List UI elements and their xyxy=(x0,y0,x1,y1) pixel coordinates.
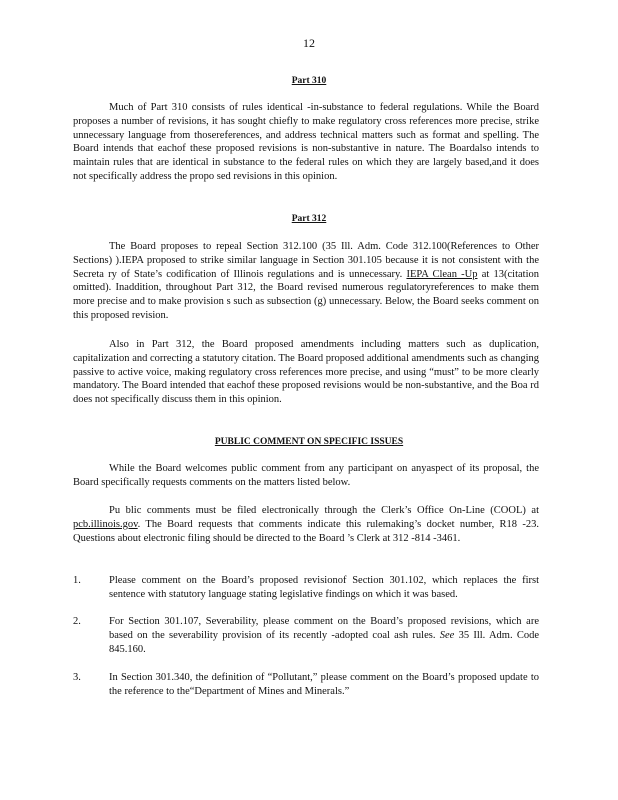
paragraph-text: . The Board requests that comments indicate this rulemaking’s docket number, R18 -23. Questions about electronic filing should be directed to the Board ’s Clerk at 312 -814 -3461. xyxy=(73,518,539,544)
paragraph-part-312-repeal xyxy=(73,240,539,323)
paragraph-part-312-amendments: Also in Part 312, the Board proposed amendments including matters such as duplication, capitalization and correcting a statutory citation. The Board proposed additional amendments such as changing passive to active voice, making regulatory cross references more precise, and using “must” to be more clearly mandatory. The Board intended that eachof these proposed revisions would be non-substantive, and the Boa rd does not specifically discuss them in this opinion. xyxy=(73,339,539,406)
list-item-number: 3. xyxy=(73,672,81,683)
paragraph-text: Pu blic comments must be filed electronically through the Clerk’s Office On-Line (COOL) at xyxy=(109,505,539,516)
paragraph-public-comment-intro: While the Board welcomes public comment from any participant on anyaspect of its proposal, the Board specifically requests comments on the matters listed below. xyxy=(73,463,539,488)
citation-iepa-clean-up: IEPA Clean -Up xyxy=(406,268,478,280)
paragraph-filing-instructions xyxy=(73,504,539,545)
list-item-text: Please comment on the Board’s proposed revisionof Section 301.102, which replaces the first sentence with statutory language stating legislative findings on which it was based. xyxy=(109,575,539,600)
heading-part-312: Part 312 xyxy=(291,214,327,224)
list-item-text xyxy=(109,615,539,656)
paragraph-text: The Board proposes to repeal Section 312.100 (35 Ill. Adm. Code 312.100(References to Other Sections) ).IEPA proposed to strike similar language in Section 301.105 because it is not consistent with the Secreta ry of State’s codification of Illinois regulations and is unnecessary. xyxy=(73,241,539,280)
list-item-text: In Section 301.340, the definition of “Pollutant,” please comment on the Board’s proposed update to the reference to the“Department of Mines and Minerals.” xyxy=(109,672,539,697)
paragraph-text: at 13(citation omitted). Inaddition, throughout Part 312, the Board revised numerous regulatoryreferences to make them more precise and to make provision s such as subsection (g) unnecessary. Below, the Board seeks comment on this proposed revision. xyxy=(73,268,539,321)
list-item-body: For Section 301.107, Severability, please comment on the Board’s proposed revisions, which are based on the severability provision of its recently -adopted coal ash rules. xyxy=(109,616,539,641)
citation-signal: See xyxy=(439,629,455,641)
citation: 35 Ill. Adm. Code 845.160. xyxy=(109,629,540,655)
list-item-number: 2. xyxy=(73,616,81,627)
list-item-number: 1. xyxy=(73,575,81,586)
page-number: 12 xyxy=(303,36,315,50)
heading-part-310: Part 310 xyxy=(291,76,327,86)
website-link[interactable]: pcb.illinois.gov xyxy=(73,518,138,530)
paragraph-part-310: Much of Part 310 consists of rules identical -in-substance to federal regulations. While the Board proposes a number of revisions, it has sought chiefly to make regulatory cross references more precise, strike unnecessary language from thosereferences, and address technical matters such as format and spelling. The Board intends that eachof these proposed revisions is non-substantive in nature. The Boardalso intends to maintain rules that are identical in substance to the federal rules on which they are largely based,and it does not specifically address the propo sed revisions in this opinion. xyxy=(73,102,539,182)
heading-public-comment: PUBLIC COMMENT ON SPECIFIC ISSUES xyxy=(214,437,404,447)
